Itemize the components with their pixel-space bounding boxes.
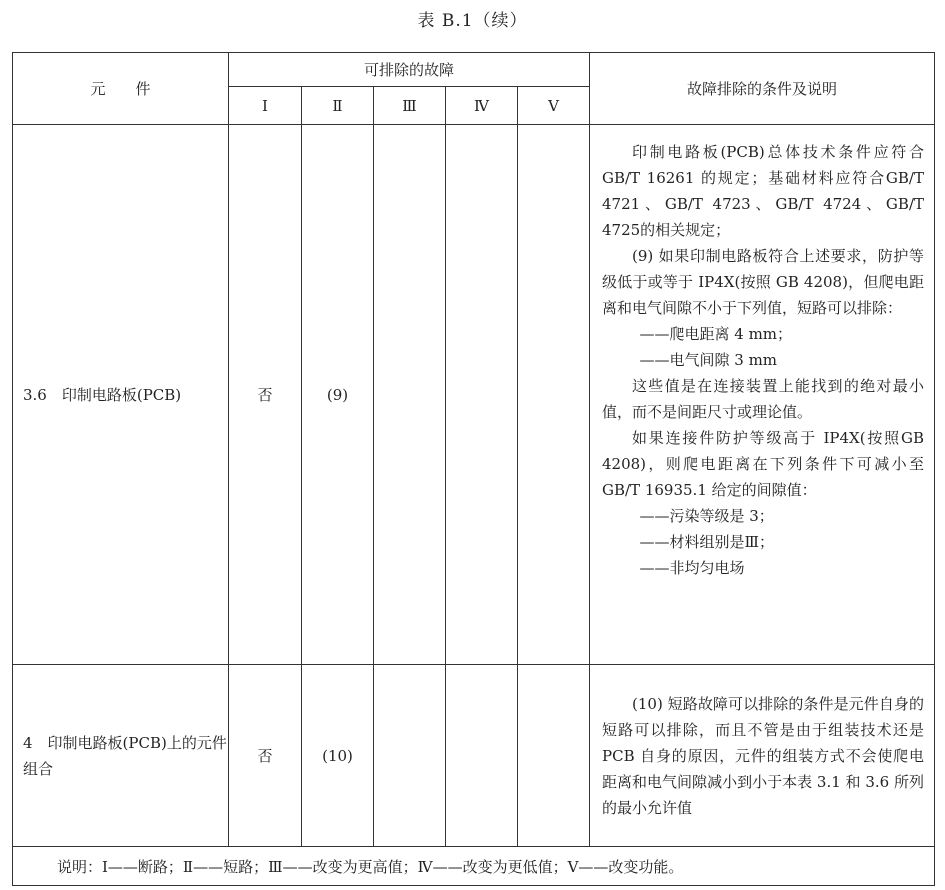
note-dash-item: ——非均匀电场 [639, 559, 745, 577]
note-paragraph: 如果连接件防护等级高于 IP4X(按照GB 4208)，则爬电距离在下列条件下可减小至 GB/T 16935.1 给定的间隙值： [602, 429, 924, 499]
fault-cell [446, 125, 518, 665]
header-fault-code: Ⅲ [374, 87, 446, 125]
note-dash-item: ——材料组别是Ⅲ； [639, 533, 774, 551]
component-name: 4 印制电路板(PCB)上的元件组合 [13, 665, 229, 847]
table-footnote: 说明：Ⅰ——断路；Ⅱ——短路；Ⅲ——改变为更高值；Ⅳ——改变为更低值；Ⅴ——改变功能。 [13, 847, 935, 886]
fault-table [12, 52, 935, 886]
fault-cell [518, 125, 590, 665]
fault-cell: 否 [229, 665, 302, 847]
table-title: 表 B.1（续） [417, 11, 528, 31]
note-paragraph: (10) 短路故障可以排除的条件是元件自身的短路可以排除，而且不管是由于组装技术还是 PCB 自身的原因，元件的组装方式不会使爬电距离和电气间隙减小到小于本表 3.1 和 3.6 所列的最小允许值 [602, 694, 924, 817]
header-fault-code: Ⅴ [518, 87, 590, 125]
note-paragraph: 印制电路板(PCB)总体技术条件应符合GB/T 16261 的规定；基础材料应符合GB/T 4721、GB/T 4723、GB/T 4724、GB/T 4725的相关规定； [602, 143, 924, 239]
fault-cell: (10) [302, 665, 374, 847]
header-fault-code: Ⅱ [302, 87, 374, 125]
fault-cell [518, 665, 590, 847]
note-dash-item: ——污染等级是 3； [639, 507, 774, 525]
fault-cell [374, 125, 446, 665]
table-row [13, 125, 935, 665]
fault-cell [446, 665, 518, 847]
header-component: 元 件 [13, 53, 229, 125]
header-conditions: 故障排除的条件及说明 [590, 53, 935, 125]
fault-cell [374, 665, 446, 847]
conditions-notes [590, 665, 935, 847]
table-row [13, 665, 935, 847]
conditions-notes [590, 125, 935, 665]
header-fault-code: Ⅰ [229, 87, 302, 125]
fault-cell: (9) [302, 125, 374, 665]
header-removable-faults: 可排除的故障 [229, 53, 590, 87]
fault-cell: 否 [229, 125, 302, 665]
header-fault-code: Ⅳ [446, 87, 518, 125]
note-dash-item: ——爬电距离 4 mm； [639, 325, 793, 343]
note-paragraph: (9) 如果印制电路板符合上述要求，防护等级低于或等于 IP4X(按照 GB 4208)，但爬电距离和电气间隙不小于下列值，短路可以排除： [602, 247, 924, 317]
component-name: 3.6 印制电路板(PCB) [13, 125, 229, 665]
note-dash-item: ——电气间隙 3 mm [639, 351, 778, 369]
note-paragraph: 这些值是在连接装置上能找到的绝对最小值，而不是间距尺寸或理论值。 [602, 377, 924, 421]
